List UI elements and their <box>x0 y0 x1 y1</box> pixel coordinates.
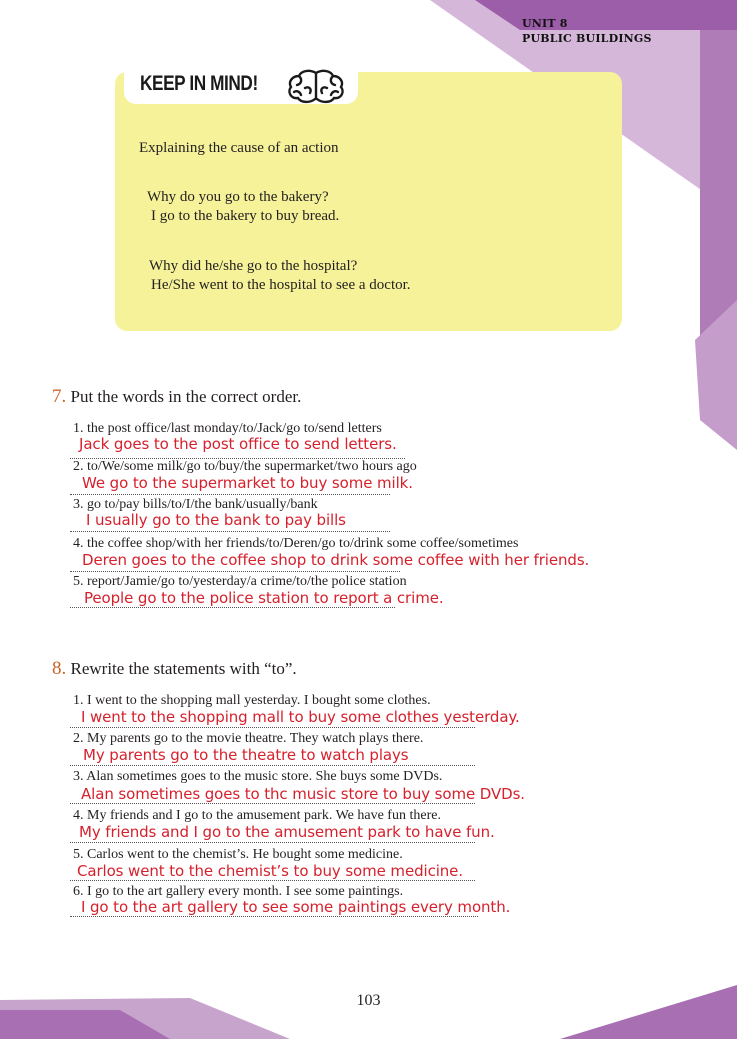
exercise-8-heading <box>52 658 297 680</box>
exercise-prompt: 2. My parents go to the movie theatre. They watch plays there. <box>73 731 424 746</box>
answer-line <box>70 531 390 532</box>
exercise-number: 7. <box>52 386 67 407</box>
exercise-instruction: Rewrite the statements with “to”. <box>70 659 297 678</box>
answer-line <box>70 803 475 804</box>
exercise-prompt: 2. to/We/some milk/go to/buy/the supermarket/two hours ago <box>73 459 417 474</box>
answer-line <box>70 765 475 766</box>
example-question: Why did he/she go to the hospital? <box>149 258 358 274</box>
exercise-prompt: 3. go to/pay bills/to/I/the bank/usually/bank <box>73 497 318 512</box>
answer-line <box>70 607 395 608</box>
answer-line <box>70 494 390 495</box>
exercise-prompt: 5. Carlos went to the chemist’s. He bought some medicine. <box>73 847 403 862</box>
answer-line <box>70 571 400 572</box>
exercise-7-heading <box>52 386 301 408</box>
answer-text: I usually go to the bank to pay bills <box>86 511 346 529</box>
answer-text: I went to the shopping mall to buy some clothes yesterday. <box>81 708 520 726</box>
example-question: Why do you go to the bakery? <box>147 189 329 205</box>
exercise-prompt: 4. the coffee shop/with her friends/to/Deren/go to/drink some coffee/sometimes <box>73 536 519 551</box>
answer-text: Carlos went to the chemist’s to buy some medicine. <box>77 862 463 880</box>
page-number: 103 <box>356 992 381 1009</box>
answer-text: People go to the police station to report a crime. <box>84 589 444 607</box>
answer-line <box>70 916 478 917</box>
example-answer: I go to the bakery to buy bread. <box>151 208 340 224</box>
answer-line <box>70 842 475 843</box>
answer-text: Deren goes to the coffee shop to drink some coffee with her friends. <box>82 551 590 569</box>
exercise-prompt: 5. report/Jamie/go to/yesterday/a crime/to/the police station <box>73 574 407 589</box>
answer-line <box>70 880 475 881</box>
exercise-prompt: 4. My friends and I go to the amusement park. We have fun there. <box>73 808 441 823</box>
exercise-prompt: 6. I go to the art gallery every month. I see some paintings. <box>73 884 404 899</box>
answer-text: My parents go to the theatre to watch plays <box>83 746 409 764</box>
unit-topic: PUBLIC BUILDINGS <box>522 32 652 45</box>
answer-text: We go to the supermarket to buy some milk. <box>82 474 413 492</box>
keep-in-mind-subtitle: Explaining the cause of an action <box>139 140 339 156</box>
example-answer: He/She went to the hospital to see a doctor. <box>151 277 411 293</box>
exercise-prompt: 1. the post office/last monday/to/Jack/go to/send letters <box>73 421 382 436</box>
brain-icon <box>285 68 347 104</box>
exercise-prompt: 1. I went to the shopping mall yesterday. I bought some clothes. <box>73 693 431 708</box>
unit-number: UNIT 8 <box>522 17 568 30</box>
answer-text: Jack goes to the post office to send letters. <box>79 435 397 453</box>
unit-header <box>522 16 652 46</box>
exercise-prompt: 3. Alan sometimes goes to the music store. She buys some DVDs. <box>73 769 443 784</box>
exercise-number: 8. <box>52 658 67 679</box>
answer-text: Alan sometimes goes to thc music store to buy some DVDs. <box>81 785 525 803</box>
keep-in-mind-title: KEEP IN MIND! <box>140 72 258 95</box>
exercise-instruction: Put the words in the correct order. <box>70 387 302 406</box>
answer-text: I go to the art gallery to see some paintings every month. <box>81 898 511 916</box>
answer-line <box>70 727 475 728</box>
answer-text: My friends and I go to the amusement park to have fun. <box>79 823 495 841</box>
